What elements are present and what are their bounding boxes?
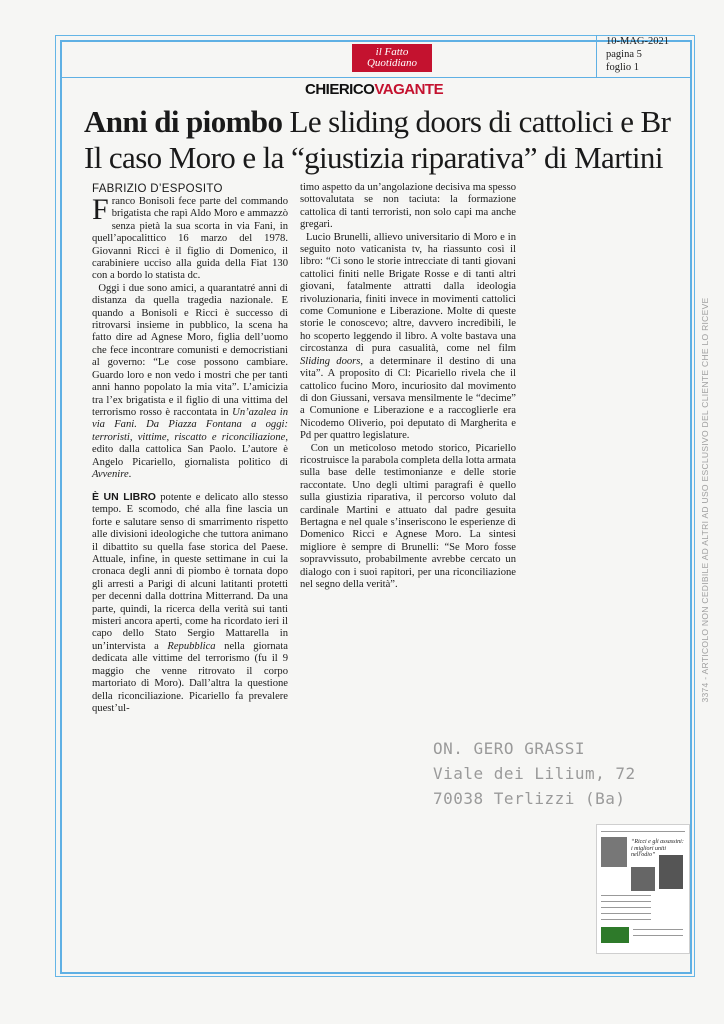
book-title: Un’azalea in via Fani. Da Piazza Fontana a oggi: terroristi, vittime, riscatto e riconciliazione xyxy=(92,406,288,443)
thumb-photo-1 xyxy=(601,837,627,867)
address-stamp xyxy=(433,736,636,811)
paragraph-1 xyxy=(92,193,288,283)
copyright-side-note: 3374 - ARTICOLO NON CEDIBILE AD ALTRI AD USO ESCLUSIVO DEL CLIENTE CHE LO RICEVE xyxy=(700,297,710,703)
paragraph-4: timo aspetto da un’angolazione decisiva ma spesso sottovalutata se non taciuta: la formazione cattolica di tanti terroristi, non solo capi ma anche gregari. xyxy=(300,182,516,231)
article-column-1b xyxy=(92,491,288,715)
issue-date: 10-MAG-2021 xyxy=(606,36,669,47)
headline-bold: Anni di piombo xyxy=(84,104,283,139)
author-byline: FABRIZIO D’ESPOSITO xyxy=(92,183,223,195)
rubric-part-2: VAGANTE xyxy=(374,81,444,98)
column-rubric xyxy=(305,81,443,98)
drop-cap: F xyxy=(92,193,109,226)
paragraph-6-text: Con un meticoloso metodo storico, Picariello ricostruisce la parabola completa della lotta armata sulla base delle testimonianze e delle storie raccontate. Uno degli ultimi paragrafi è quello sulla giustizia riparativa, il percorso voluto dal cardinale Martini e attuato dal padre gesuita Bertagna e nel quale s’inseriscono le esperienze di Domenico Ricci e Agnese Moro. La sintesi migliore è sempre di Brunelli: “Se Moro fosse sopravvissuto, probabilmente avrebbe cercato un dialogo con i suoi rapitori, per una riconciliazione nel segno della verità”. xyxy=(300,442,516,590)
thumb-text-2 xyxy=(601,901,651,902)
article-headline xyxy=(84,104,684,176)
newspaper-name-2: Repubblica xyxy=(167,640,216,652)
paragraph-2-text-b: , edito dalla cattolica San Paolo. L’autore è Angelo Picariello, giornalista politico di xyxy=(92,431,288,468)
headline-rest: Le sliding doors di cattolici e Br xyxy=(289,104,671,139)
paragraph-3-text-b: nella giornata dedicata alle vittime del terrorismo (fu il 9 maggio che venne ritrovato il corpo martoriato di Moro). Dall’altra la questione della riconciliazione. Picariello fa prevalere quest’ul- xyxy=(92,640,289,714)
page-thumbnail xyxy=(596,824,690,954)
rubric-part-1: CHIERICO xyxy=(305,81,375,98)
thumb-green-block xyxy=(601,927,629,943)
headline-line-1 xyxy=(84,104,684,140)
film-title: Sliding doors xyxy=(300,355,361,367)
thumb-text-1 xyxy=(601,895,651,896)
stamp-line-3: 70038 Terlizzi (Ba) xyxy=(433,789,626,808)
article-column-2 xyxy=(300,182,516,591)
thumb-rule xyxy=(601,831,685,832)
thumb-photo-3 xyxy=(631,867,655,891)
stamp-line-1: ON. GERO GRASSI xyxy=(433,739,585,758)
section-lead: È UN LIBRO xyxy=(92,491,156,503)
sheet-number: foglio 1 xyxy=(606,62,639,73)
thumb-text-6 xyxy=(633,929,683,930)
newspaper-logo xyxy=(352,44,432,72)
thumb-text-4 xyxy=(601,913,651,914)
paragraph-1-text: ranco Bonisoli fece parte del commando brigatista che rapì Aldo Moro e ammazzò senza pietà la sua scorta in via Fani, in quell’apocalittico 16 marzo del 1978. Giovanni Ricci è il figlio di Domenico, il carabiniere ucciso alla guida della Fiat 130 con a bordo lo statista dc. xyxy=(92,196,288,282)
paragraph-2 xyxy=(92,283,288,482)
paragraph-2-text-c: . xyxy=(128,468,132,480)
paragraph-5 xyxy=(300,232,516,443)
thumb-text-7 xyxy=(633,935,683,936)
page-number: pagina 5 xyxy=(606,49,642,60)
thumb-text-3 xyxy=(601,907,651,908)
headline-line-2: Il caso Moro e la “giustizia riparativa” di Martini xyxy=(84,140,663,175)
thumb-text-5 xyxy=(601,919,651,920)
thumb-headline: “Ricci e gli assassini: i migliori uniti nell'odio” xyxy=(631,839,684,858)
paragraph-3-text-a: potente e delicato allo stesso tempo. E scomodo, ché alla fine lascia un forte e salutare senso di smarrimento rispetto alle divisioni ideologiche che tuttora animano il dibattito su quella fase storica del Paese. Attuale, infine, in queste settimane in cui la cronaca degli anni di piombo è tornata dopo gli arresti a Parigi di alcuni latitanti protetti per decenni dalla dottrina Mitterrand. Da una parte, quindi, la ricerca della verità sui tanti misteri ancora aperti, come ha ricordato ieri il capo dello Stato Sergio Mattarella in un’intervista a xyxy=(92,492,288,652)
date-box xyxy=(596,35,694,77)
logo-line-1: il Fatto xyxy=(375,46,409,58)
paragraph-5-text-b: , a determinare il destino di una vita”. A proposito di Cl: Picariello rivela che il cattolico fucino Moro, incuriosito dal movimento di don Giussani, versava mensilmente le “decime” a Comunione e Liberazione e a raccoglierle era Nicodemo Oliverio, poi deputato di Margherita e Pd per quattro legislature. xyxy=(300,355,516,442)
logo-line-2: Quotidiano xyxy=(366,57,418,69)
paragraph-6 xyxy=(300,443,516,592)
newspaper-name: Avvenire xyxy=(92,468,129,480)
header-divider xyxy=(60,77,692,78)
paragraph-3 xyxy=(92,491,288,715)
stamp-line-2: Viale dei Lilium, 72 xyxy=(433,764,636,783)
thumb-photo-2 xyxy=(659,855,683,889)
article-column-1 xyxy=(92,193,288,481)
paragraph-5-text-a: Lucio Brunelli, allievo universitario di Moro e in seguito noto vaticanista tv, ha riassunto così il libro: “Ci sono le storie intrecciate di tanti giovani cattolici finiti nelle Brigate Rosse e di tanti altri giovani, fatalmente attratti dalla ideologia rivoluzionaria, finiti invece in movimenti cattolici come Comunione e Liberazione. Molte di queste storie le conoscevo; altre, davvero incredibili, le ho scoperto leggendo il libro. A volte bastava una circostanza di pura casualità, come nel film xyxy=(300,231,517,355)
paragraph-2-text-a: Oggi i due sono amici, a quarantatré anni di distanza da quella tragedia nazionale. E quando a Bonisoli e Ricci è successo di ritrovarsi insieme in pubblico, la scena ha fatto dire ad Agnese Moro, figlia dell’uomo che fece incontrare comunisti e democristiani al governo: “Le cose possono cambiare. Guardo loro e non vedo i mostri che per tanti anni hanno popolato la mia vita”. L’amicizia tra l’ex brigatista e il figlio di una vittima del terrorismo rosso è raccontata in xyxy=(92,282,288,418)
